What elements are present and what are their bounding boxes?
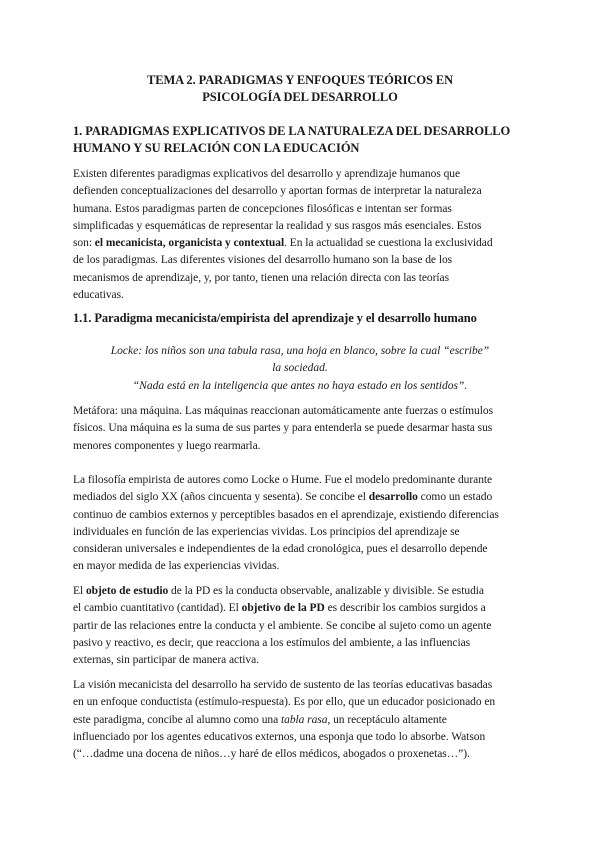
text-line: individuales en función de las experiencias vividas. Los principios del aprendizaje se	[73, 525, 460, 538]
page-title	[0, 72, 600, 106]
text-line: Metáfora: una máquina. Las máquinas reaccionan automáticamente ante fuerzas o estímulos	[73, 405, 494, 417]
text-run: son:	[73, 237, 95, 250]
text-run: como un estado	[417, 491, 493, 504]
text-line	[73, 712, 533, 729]
text-line: La filosofía empirista de autores como Locke o Hume. Fue el modelo predominante durante	[73, 474, 493, 486]
title-line: TEMA 2. PARADIGMAS Y ENFOQUES TEÓRICOS EN	[146, 73, 453, 87]
paragraph-metaphor	[73, 403, 533, 455]
bold-text: desarrollo	[368, 491, 418, 504]
quote-line: la sociedad.	[272, 362, 328, 375]
paragraph-intro	[73, 166, 533, 304]
text-line: continuo de cambios externos y perceptibles basados en el aprendizaje, existiendo diferencias	[73, 508, 499, 521]
text-line: consideran universales e independientes de la edad cronológica, pues el desarrollo depende	[73, 543, 488, 556]
text-line: en un enfoque conductista (estímulo-respuesta). Es por ello, que un educador posicionado en	[73, 696, 496, 709]
text-line: físicos. Una máquina es la suma de sus partes y para entenderla se puede desarmar hasta sus	[73, 422, 493, 435]
text-line	[73, 600, 533, 617]
bold-text: el mecanicista, organicista y contextual	[94, 237, 285, 250]
quote-line: Locke: los niños son una tabula rasa, una hoja en blanco, sobre la cual “escribe”	[110, 345, 490, 357]
text-line: La visión mecanicista del desarrollo ha servido de sustento de las teorías educativas basadas	[73, 679, 493, 691]
text-line	[73, 235, 533, 252]
text-line: defienden conceptualizaciones del desarrollo y aportan formas de interpretar la naturaleza	[73, 185, 482, 198]
bold-text: objeto de estudio	[85, 585, 169, 597]
text-run: este paradigma, concibe al alumno como una	[73, 713, 281, 726]
text-line: en mayor medida de las experiencias vividas.	[73, 560, 280, 573]
text-line: menores componentes y luego rearmarla.	[73, 439, 261, 452]
text-run: . En la actualidad se cuestiona la exclusividad	[284, 237, 493, 250]
text-run: es describir los cambios surgidos a	[324, 602, 486, 615]
paragraph-empiricist	[73, 472, 533, 576]
title-line: PSICOLOGÍA DEL DESARROLLO	[202, 90, 398, 104]
text-run: El	[73, 585, 86, 597]
text-run: , un receptáculo altamente	[327, 713, 447, 726]
heading-line: 1. PARADIGMAS EXPLICATIVOS DE LA NATURALEZA DEL DESARROLLO	[73, 124, 511, 138]
quote-line: “Nada está en la inteligencia que antes no haya estado en los sentidos”.	[132, 379, 468, 392]
text-line: externas, sin participar de manera activa.	[73, 654, 259, 667]
heading-line: HUMANO Y SU RELACIÓN CON LA EDUCACIÓN	[73, 141, 360, 155]
section-heading	[73, 123, 533, 157]
paragraph-object	[73, 583, 533, 669]
text-line: partir de las relaciones entre la conducta y el ambiente. Se concibe al sujeto como un agente	[73, 619, 492, 632]
text-line	[73, 583, 533, 600]
text-line: humana. Estos paradigmas parten de concepciones filosóficas e intentan ser formas	[73, 202, 452, 215]
text-run: mediados del siglo XX (años cincuenta y sesenta). Se concibe el	[73, 491, 369, 504]
bold-text: objetivo de la PD	[241, 602, 325, 615]
text-line: influenciado por los agentes educativos externos, una esponja que todo lo absorbe. Watson	[73, 730, 486, 743]
text-line: mecanismos de aprendizaje, y, por tanto, tienen una relación directa con las teorías	[73, 271, 449, 284]
subsection-heading: 1.1. Paradigma mecanicista/empirista del aprendizaje y el desarrollo humano	[73, 311, 477, 325]
text-run: de la PD es la conducta observable, analizable y divisible. Se estudia	[168, 585, 484, 597]
text-line: educativas.	[73, 289, 124, 302]
text-run: el cambio cuantitativo (cantidad). El	[73, 602, 242, 615]
text-line	[73, 489, 533, 506]
italic-text: tabla rasa	[280, 713, 328, 726]
text-line: simplificadas y esquemáticas de representar la realidad y sus rasgos más esenciales. Estos	[73, 219, 482, 232]
text-line: (“…dadme una docena de niños…y haré de ellos médicos, abogados o proxenetas…”).	[73, 748, 470, 761]
text-line: de los paradigmas. Las diferentes visiones del desarrollo humano son la base de los	[73, 254, 453, 267]
text-line: Existen diferentes paradigmas explicativos del desarrollo y aprendizaje humanos que	[73, 168, 461, 180]
block-quote	[90, 343, 510, 395]
text-line: pasivo y reactivo, es decir, que reacciona a los estímulos del ambiente, a las influencias	[73, 636, 471, 649]
paragraph-conductist	[73, 677, 533, 763]
